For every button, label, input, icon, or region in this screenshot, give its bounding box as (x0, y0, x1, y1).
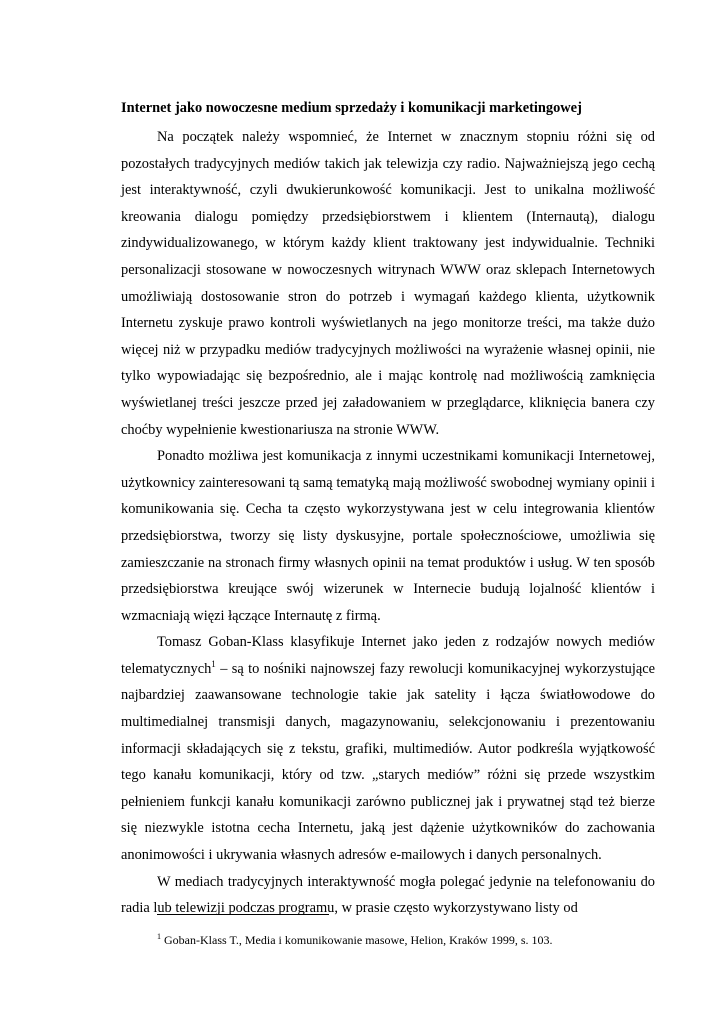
footnote-reference[interactable]: 1 (211, 658, 216, 669)
paragraph-1: Na początek należy wspomnieć, że Internet w znacznym stopniu różni się od pozostałych tradycyjnych mediów takich jak telewizja czy radio. Najważniejszą jego cechą jest interaktywność, czyli dwukierunkowość komunikacji. Jest to unikalna możliwość kreowania dialogu pomiędzy przedsiębiorstwem i klientem (Internautą), dialogu zindywidualizowanego, w którym każdy klient traktowany jest indywidualnie. Techniki personalizacji stosowane w nowoczesnych witrynach WWW oraz sklepach Internetowych umożliwiają dostosowanie stron do potrzeb i wymagań każdego klienta, użytkownik Internetu zyskuje prawo kontroli wyświetlanych na jego monitorze treści, ma także dużo więcej niż w przypadku mediów tradycyjnych możliwości na wyrażenie własnej opinii, nie tylko wypowiadając się bezpośrednio, ale i mając kontrolę nad możliwością zamknięcia wyświetlanej treści jeszcze przed jej załadowaniem w przeglądarce, kliknięcia banera czy choćby wypełnienie kwestionariusza na stronie WWW. (121, 129, 655, 438)
document-title: Internet jako nowoczesne medium sprzedaży i komunikacji marketingowej (121, 100, 582, 116)
document-body (121, 124, 655, 922)
paragraph-3 (121, 629, 655, 868)
paragraph-4: W mediach tradycyjnych interaktywność mogła polegać jedynie na telefonowaniu do radia lub telewizji podczas programu, w prasie często wykorzystywano listy od (121, 873, 655, 917)
paragraph-2: Ponadto możliwa jest komunikacja z innymi uczestnikami komunikacji Internetowej, użytkownicy zainteresowani tą samą tematyką mają możliwość swobodnej wymiany opinii i komunikowania się. Cecha ta często wykorzystywana jest w celu integrowania klientów przedsiębiorstwa, tworzy się listy dyskusyjne, portale społecznościowe, umożliwia się zamieszczanie na stronach firmy własnych opinii na temat produktów i usług. W ten sposób przedsiębiorstwa kreujące swój wizerunek w Internecie budują lojalność klientów i wzmacniają więzi łączące Internautę z firmą. (121, 448, 655, 624)
footnote-separator (157, 914, 329, 915)
footnote-number: 1 (157, 932, 161, 941)
paragraph-3-text-a: Tomasz Goban-Klass klasyfikuje Internet jako jeden z rodzajów nowych mediów telematycznych (121, 634, 655, 677)
paragraph-3-text-b: – są to nośniki najnowszej fazy rewolucji komunikacyjnej wykorzystujące najbardziej zaawansowane technologie takie jak satelity i łącza światłowodowe do multimedialnej transmisji danych, magazynowaniu, selekcjonowaniu i prezentowaniu informacji składających się z tekstu, grafiki, multimediów. Autor podkreśla wyjątkowość tego kanału komunikacji, który od tzw. „starych mediów” różni się przede wszystkim pełnieniem funkcji kanału komunikacji zarówno publicznej jak i prywatnej stąd też bierze się niezwykle istotna cecha Internetu, jaką jest dążenie użytkowników do zachowania anonimowości i ukrywania własnych adresów e-mailowych i danych personalnych. (121, 660, 655, 864)
footnote-text: Goban-Klass T., Media i komunikowanie masowe, Helion, Kraków 1999, s. 103. (164, 933, 553, 947)
footnote (157, 932, 657, 948)
